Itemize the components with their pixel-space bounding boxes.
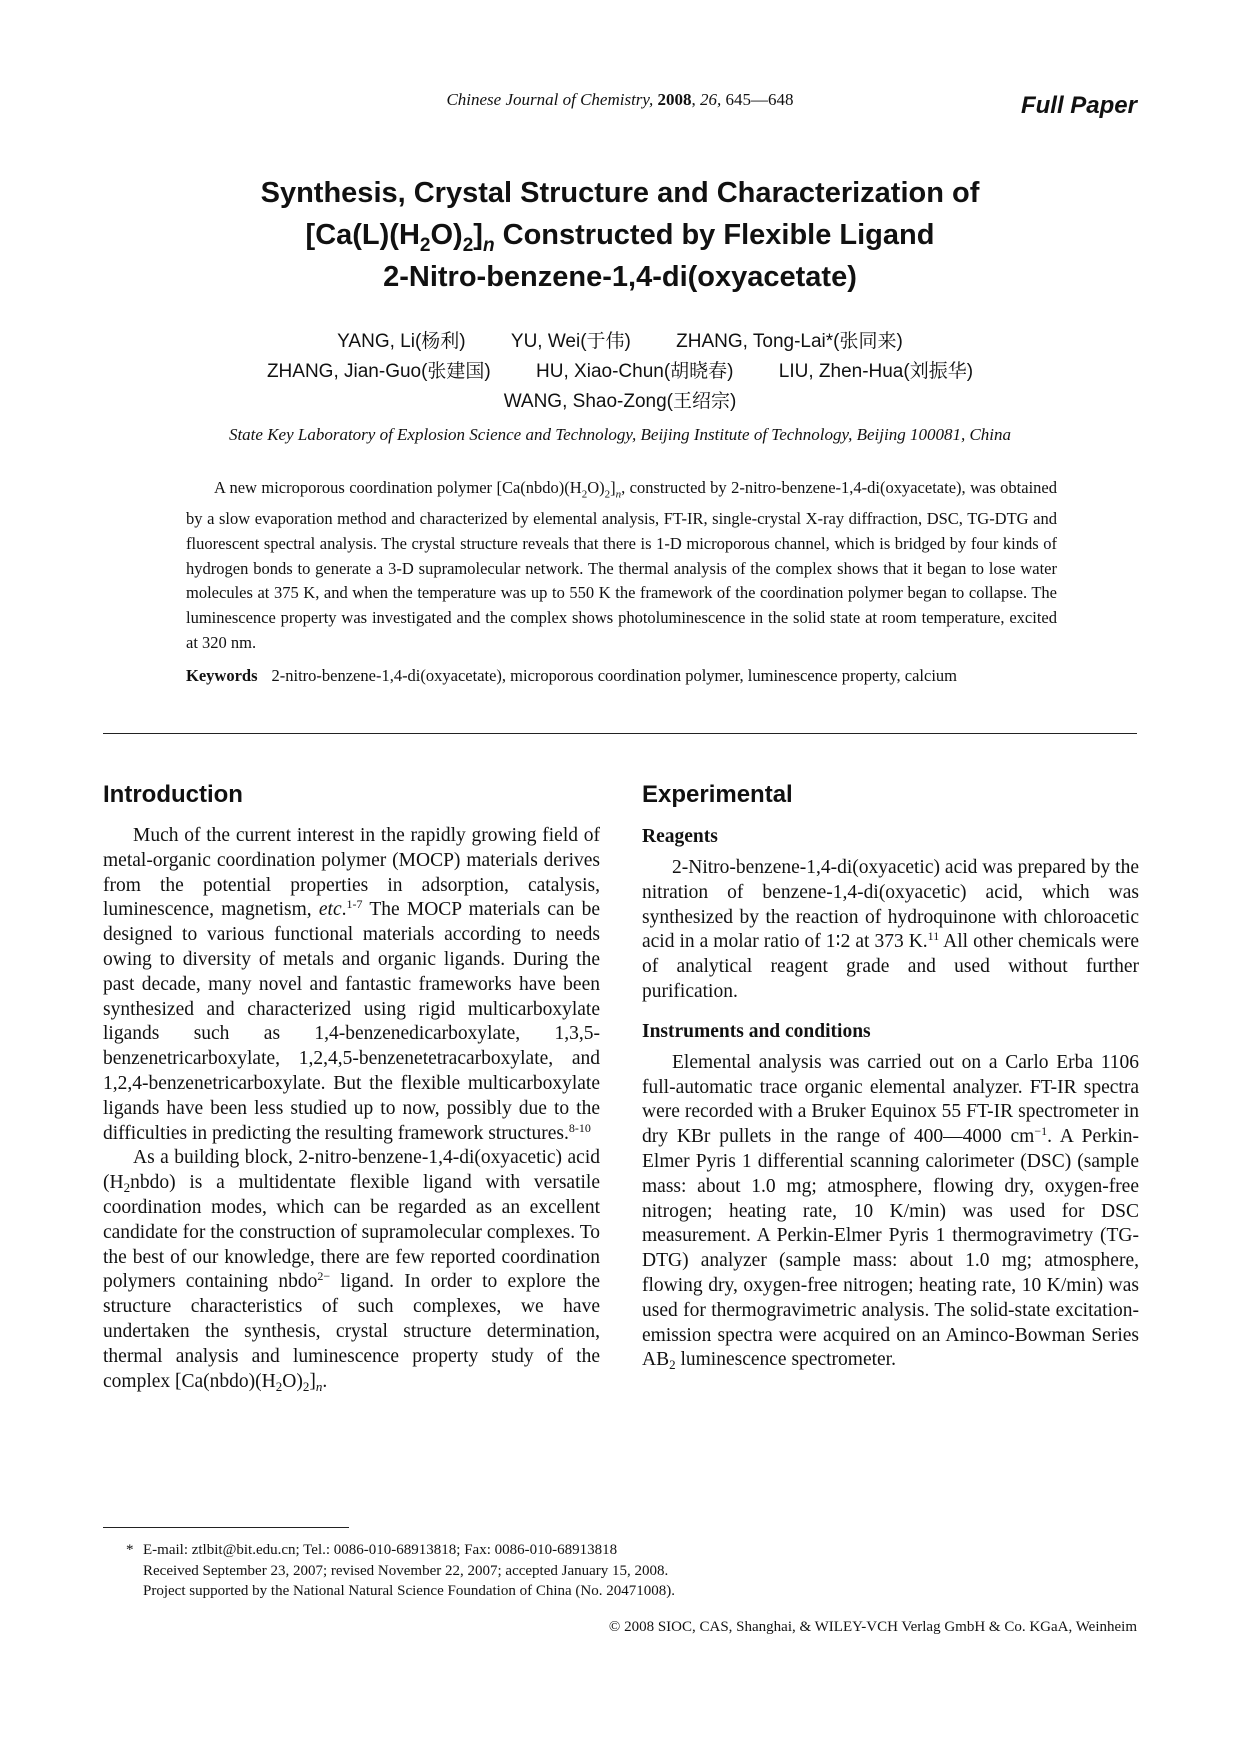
author-name: HU, Xiao-Chun(胡晓春) xyxy=(536,361,734,382)
journal-year: 2008 xyxy=(657,90,692,109)
keywords-text: 2-nitro-benzene-1,4-di(oxyacetate), microporous coordination polymer, luminescence property, calcium xyxy=(271,666,958,685)
footnote-support: Project supported by the National Natural Science Foundation of China (No. 20471008). xyxy=(143,1583,675,1599)
right-column xyxy=(642,780,1139,1373)
author-name: YANG, Li(杨利) xyxy=(337,331,466,352)
title-line-2: $[Ca(L)(H_2O)_2]_n$ Constructed by Flexible Ligand xyxy=(305,219,935,256)
keywords xyxy=(186,664,1057,689)
reagents-paragraph: 2-Nitro-benzene-1,4-di(oxyacetic) acid was prepared by the nitration of benzene-1,4-di(oxyacetic) acid, which was synthesized by the reaction of hydroquinone with chloroacetic acid in a molar ratio of 1∶2 at 373 K.$^{11}$ All other chemicals were of analytical reagent grade and used without further purification. xyxy=(642,857,1139,1002)
keywords-label: Keywords xyxy=(186,666,258,685)
author-name: ZHANG, Jian-Guo(张建国) xyxy=(266,361,491,382)
experimental-heading: Experimental xyxy=(642,781,793,808)
copyright-notice: © 2008 SIOC, CAS, Shanghai, & WILEY-VCH Verlag GmbH & Co. KGaA, Weinheim xyxy=(608,1619,1137,1635)
title-line-1: Synthesis, Crystal Structure and Characterization of xyxy=(260,177,980,209)
instruments-paragraph: Elemental analysis was carried out on a Carlo Erba 1106 full-automatic trace organic elemental analyzer. FT-IR spectra were recorded with a Bruker Equinox 55 FT-IR spectrometer in dry KBr pullets in the range of 400—4000 $cm^{-1}$. A Perkin-Elmer Pyris 1 differential scanning calorimeter (DSC) (sample mass: about 1.0 mg; atmosphere, flowing dry, oxygen-free nitrogen; heating rate, 10 K/min) was used for DSC measurement. A Perkin-Elmer Pyris 1 thermogravimetry (TG-DTG) analyzer (sample mass: about 1.0 mg; atmosphere, flowing dry, oxygen-free nitrogen; heating rate, 10 K/min) was used for thermogravimetric analysis. The solid-state excitation-emission spectra were acquired on an Aminco-Bowman Series $AB_2$ luminescence spectrometer. xyxy=(642,1051,1139,1373)
article-type-label: Full Paper xyxy=(1020,92,1137,119)
footnotes xyxy=(126,1540,1026,1602)
footnote-marker: * xyxy=(126,1542,134,1558)
introduction-heading: Introduction xyxy=(103,781,243,808)
abstract: A new microporous coordination polymer $[Ca(nbdo)(H_2O)_2]_n$, constructed by 2-nitro-benzene-1,4-di(oxyacetate), was obtained by a slow evaporation method and characterized by elemental analysis, FT-IR, single-crystal X-ray diffraction, DSC, TG-DTG and fluorescent spectral analysis. The crystal structure reveals that there is 1-D microporous channel, which is bridged by four kinds of hydrogen bonds to generate a 3-D supramolecular network. The thermal analysis of the complex shows that it began to lose water molecules at 375 K, and when the temperature was up to 550 K the framework of the coordination polymer began to collapse. The luminescence property was investigated and the complex shows photoluminescence in the solid state at room temperature, excited at 320 nm. xyxy=(186,478,1057,653)
author-name: WANG, Shao-Zong(王绍宗) xyxy=(503,391,737,412)
introduction-paragraph-2: As a building block, 2-nitro-benzene-1,4-di(oxyacetic) acid $(H_2nbdo)$ is a multidentate flexible ligand with versatile coordination modes, which can be regarded as an excellent candidate for the construction of supramolecular complexes. To the best of our knowledge, there are few reported coordination polymers containing nbdo$^{2-}$ ligand. In order to explore the structure characteristics of such complexes, we have undertaken the synthesis, crystal structure determination, thermal analysis and luminescence property study of the complex $[Ca(nbdo)(H_2O)_2]_n$. xyxy=(103,1147,600,1394)
paper-title xyxy=(100,172,1140,298)
journal-citation: Chinese Journal of Chemistry, 2008, 26, 645—648 xyxy=(446,90,794,109)
reagents-heading: Reagents xyxy=(642,826,718,847)
footnote-received: Received September 23, 2007; revised November 22, 2007; accepted January 15, 2008. xyxy=(143,1562,669,1579)
journal-name: Chinese Journal of Chemistry, xyxy=(446,90,654,109)
instruments-heading: Instruments and conditions xyxy=(642,1020,871,1042)
journal-pages: 645—648 xyxy=(725,90,794,109)
footnote-divider xyxy=(103,1527,349,1528)
title-line-3: 2-Nitro-benzene-1,4-di(oxyacetate) xyxy=(383,261,857,293)
author-list-row-1 xyxy=(0,326,1240,353)
introduction-paragraph-1: Much of the current interest in the rapidly growing field of metal-organic coordination polymer (MOCP) materials derives from the potential properties in adsorption, catalysis, luminescence, magnetism, etc.$^{1-7}$ The MOCP materials can be designed to various functional materials according to needs owing to diversity of metals and organic ligands. During the past decade, many novel and fantastic frameworks have been synthesized and characterized using rigid multicarboxylate ligands such as 1,4-benzenedicarboxylate, 1,3,5-benzenetricarboxylate, 1,2,4,5-benzenetetracarboxylate, and 1,2,4-benzenetricarboxylate. But the flexible multicarboxylate ligands have been less studied up to now, possibly due to the difficulties in predicting the resulting framework structures.$^{8-10}$ xyxy=(103,825,601,1144)
author-name: YU, Wei(于伟) xyxy=(510,331,631,352)
affiliation: State Key Laboratory of Explosion Science and Technology, Beijing Institute of Technology, Beijing 100081, China xyxy=(228,425,1012,444)
author-name: LIU, Zhen-Hua(刘振华) xyxy=(778,361,974,382)
header-divider xyxy=(103,733,1137,734)
left-column xyxy=(103,780,600,1394)
footnote-contact: * E-mail: ztlbit@bit.edu.cn; Tel.: 0086-010-68913818; Fax: 0086-010-68913818 xyxy=(126,1540,1026,1561)
journal-volume: 26, xyxy=(700,90,722,109)
author-list-row-3 xyxy=(0,386,1240,413)
author-list-row-2 xyxy=(0,356,1240,383)
author-name: ZHANG, Tong-Lai*(张同来) xyxy=(676,331,903,352)
